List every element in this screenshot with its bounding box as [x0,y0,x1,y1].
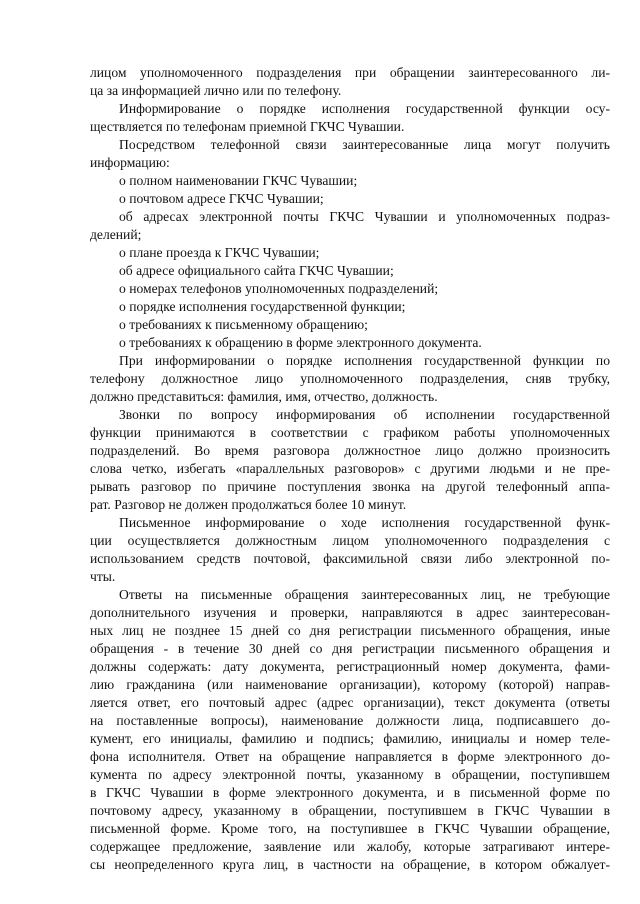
text-line: о почтовом адресе ГКЧС Чувашии; [119,191,324,206]
text-line: ляется ответ, его почтовый адрес (адрес организации), текст документа (ответы [90,695,610,710]
text-line: о требованиях к обращению в форме электронного документа. [119,335,482,350]
text-line: телефону должностное лицо уполномоченного подразделения, сняв трубку, [90,371,610,386]
text-line: об адресах электронной почты ГКЧС Чувашии и уполномоченных подраз- [119,209,610,224]
text-line: При информировании о порядке исполнения государственной функции по [119,353,610,368]
text-line: обращения - в течение 30 дней со дня регистрации письменного обращения и [90,641,610,656]
text-line: делений; [90,227,142,242]
text-line: Звонки по вопросу информирования об исполнении государственной [119,407,610,422]
text-line: письменной форме. Кроме того, на поступившее в ГКЧС Чувашии обращение, [90,821,610,836]
text-line: в ГКЧС Чувашии в форме электронного документа, и в письменной форме по [90,785,610,800]
text-line: рат. Разговор не должен продолжаться более 10 минут. [90,497,407,512]
text-line: фона исполнителя. Ответ на обращение направляется в форме электронного до- [90,749,610,764]
text-line: должно представиться: фамилия, имя, отчество, должность. [90,389,438,404]
text-line: о требованиях к письменному обращению; [119,317,368,332]
text-line: о полном наименовании ГКЧС Чувашии; [119,173,358,188]
text-line: подразделений. Во время разговора должностное лицо должно произносить [90,443,610,458]
text-line: о плане проезда к ГКЧС Чувашии; [119,245,320,260]
text-line: о порядке исполнения государственной функции; [119,299,406,314]
text-line: Письменное информирование о ходе исполнения государственной функ- [119,515,610,530]
text-line: содержащее предложение, заявление или жалобу, которые затрагивают интере- [90,839,610,854]
text-line: чты. [90,569,116,584]
text-line: о номерах телефонов уполномоченных подразделений; [119,281,439,296]
text-line: ции осуществляется должностным лицом уполномоченного подразделения с [90,533,610,548]
text-line: слова четко, избегать «параллельных разговоров» с другими людьми и не пре- [90,461,610,476]
text-line: почтовому адресу, указанному в обращении, поступившем в ГКЧС Чувашии в [90,803,610,818]
text-line: должны содержать: дату документа, регистрационный номер документа, фами- [90,659,610,674]
text-line: информацию: [90,155,170,170]
text-line: Ответы на письменные обращения заинтересованных лиц, не требующие [119,587,610,602]
text-line: ществляется по телефонам приемной ГКЧС Чувашии. [90,119,405,134]
text-line: кумент, его инициалы, фамилию и подпись; фамилию, инициалы и номер теле- [90,731,610,746]
text-line: Информирование о порядке исполнения государственной функции осу- [119,101,610,116]
text-line: ных лиц не позднее 15 дней со дня регистрации письменного обращения, иные [90,623,610,638]
text-line: дополнительного изучения и проверки, направляются в адрес заинтересован- [90,605,610,620]
text-line: функции принимаются в соответствии с графиком работы уполномоченных [90,425,610,440]
text-line: на поставленные вопросы), наименование должности лица, подписавшего до- [90,713,610,728]
text-line: рывать разговор по причине поступления звонка на другой телефонный аппа- [90,479,610,494]
text-line: использованием средств почтовой, факсимильной связи либо электронной по- [90,551,610,566]
document-page [90,64,610,874]
text-line: Посредством телефонной связи заинтересованные лица могут получить [119,137,610,152]
text-line: лицом уполномоченного подразделения при обращении заинтересованного ли- [90,65,610,80]
text-line: сы неопределенного круга лиц, в частности на обращение, в котором обжалует- [90,857,610,872]
text-line: лию гражданина (или наименование организации), которому (которой) направ- [90,677,610,692]
text-line: об адресе официального сайта ГКЧС Чувашии; [119,263,394,278]
text-line: кумента по адресу электронной почты, указанному в обращении, поступившем [90,767,610,782]
text-line: ца за информацией лично или по телефону. [90,83,342,98]
